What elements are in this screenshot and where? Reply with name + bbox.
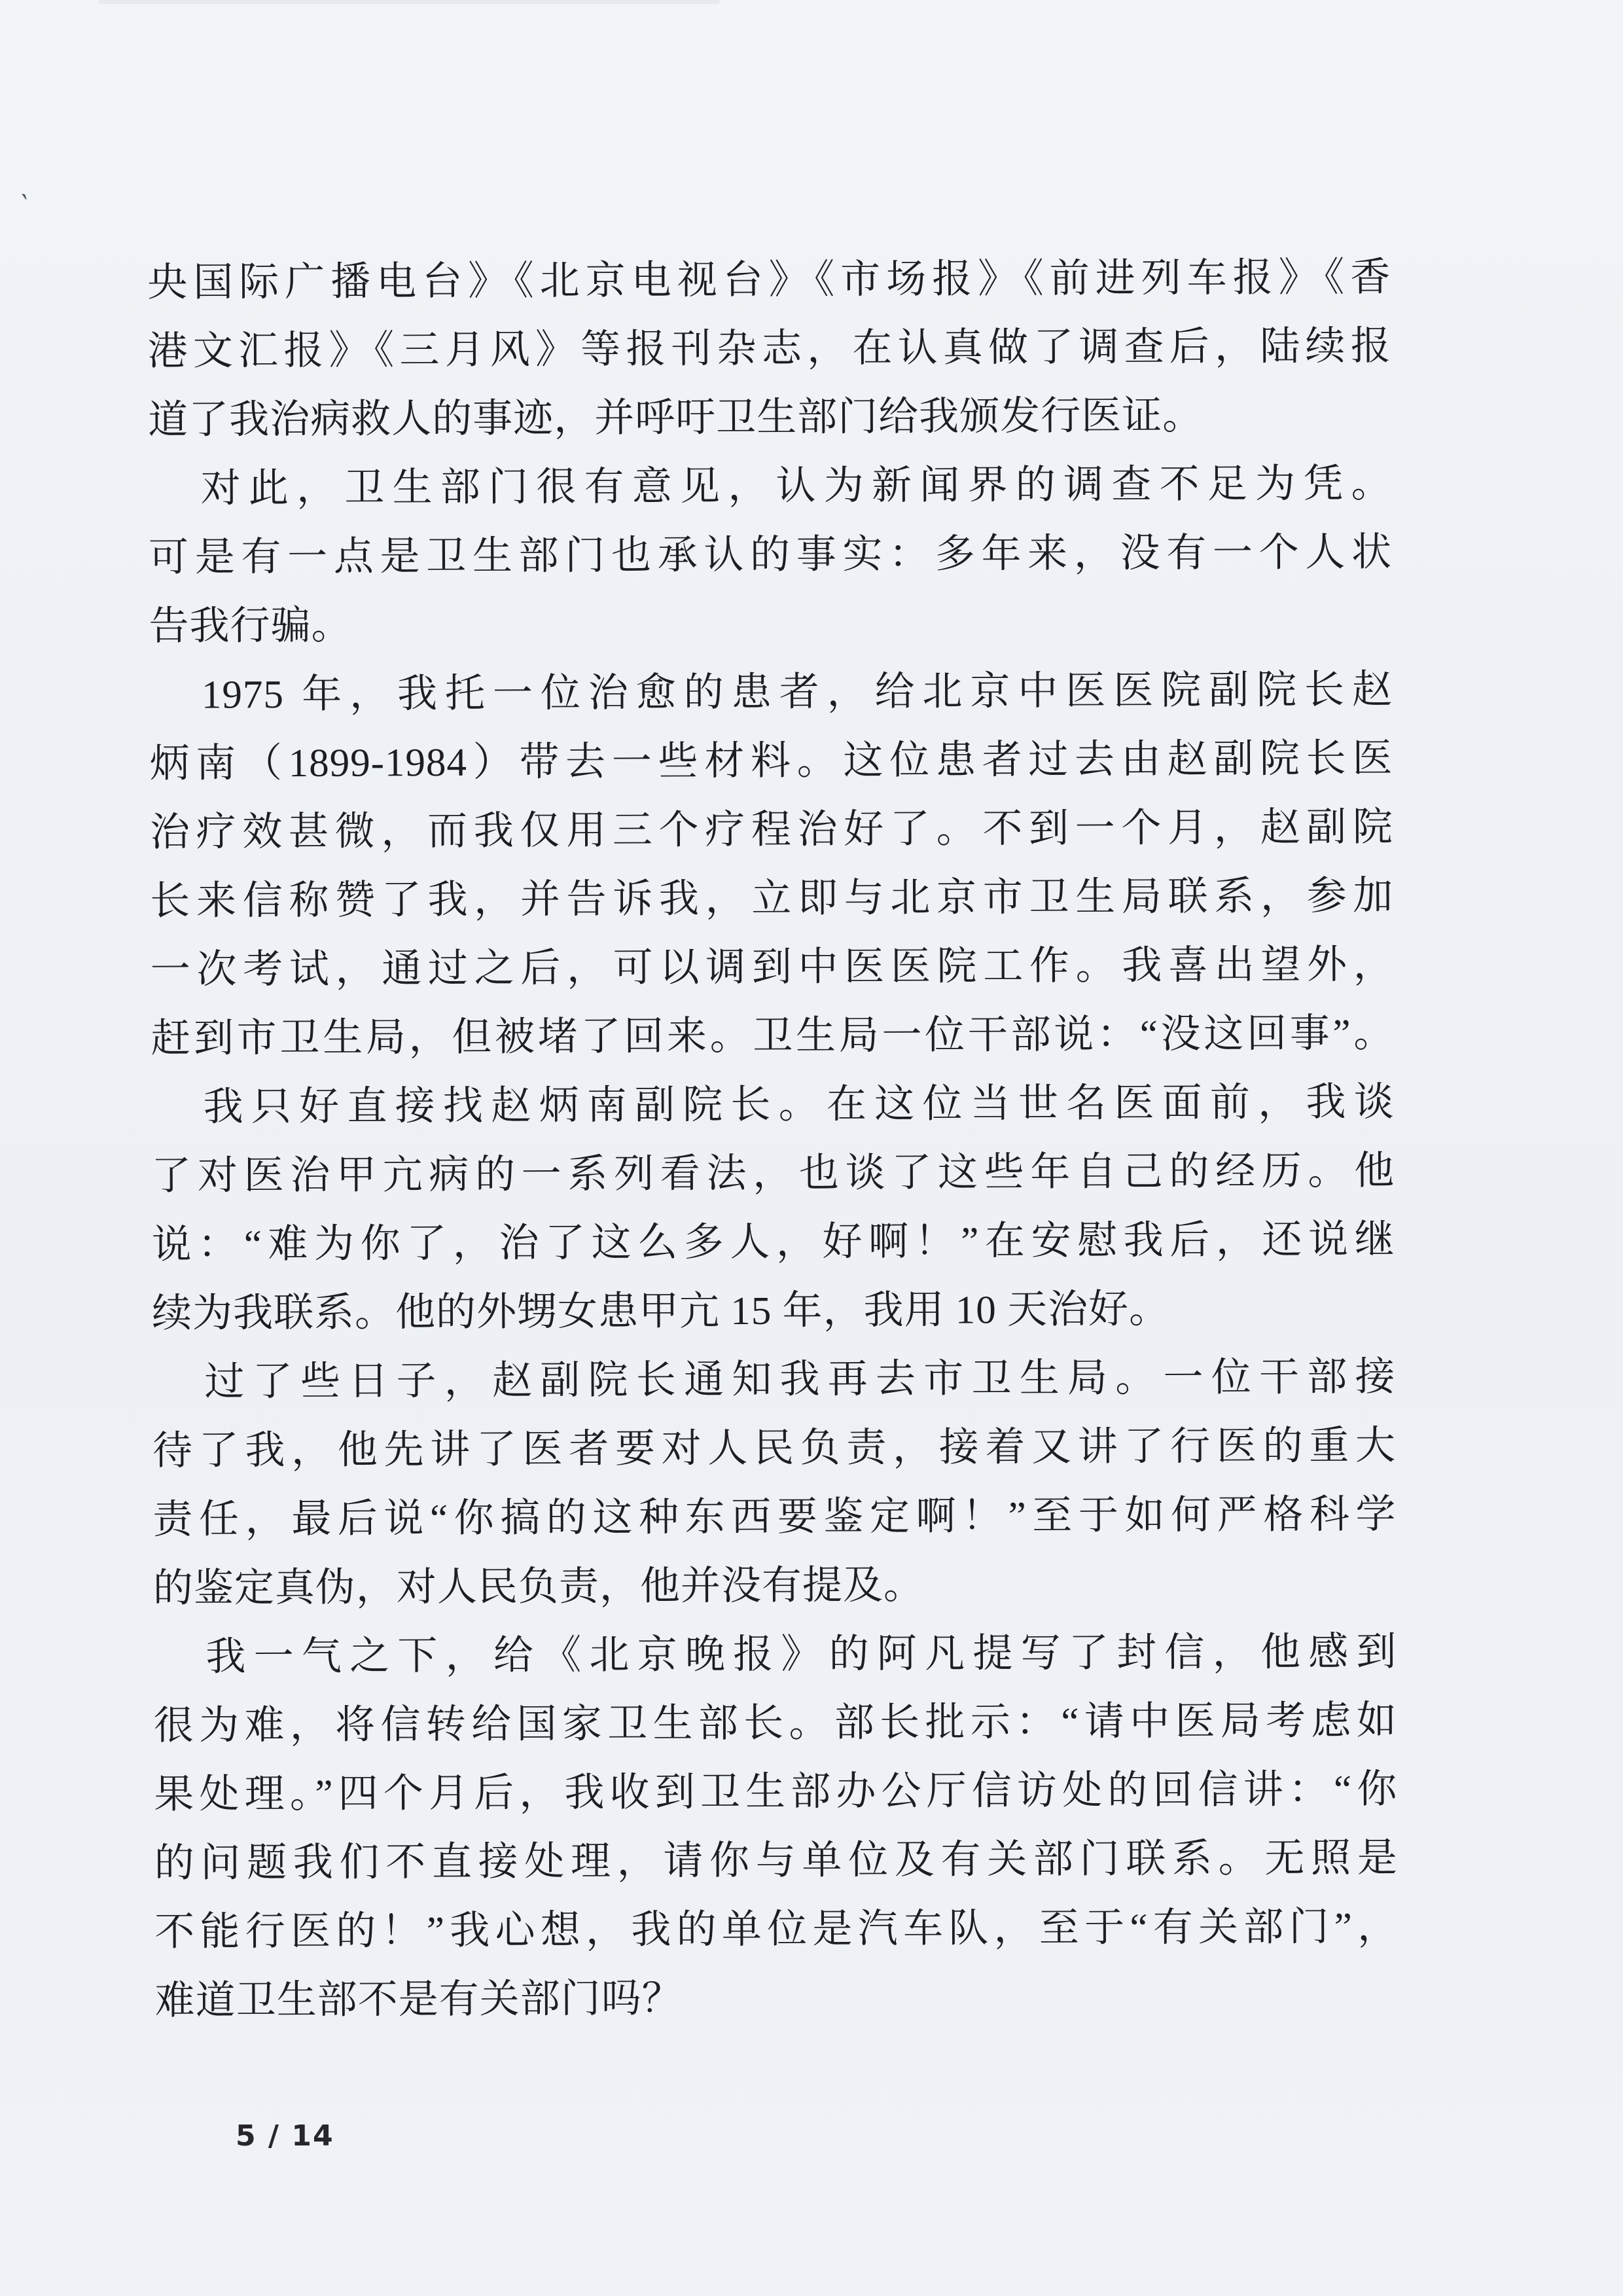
text-line: 我一气之下，给《北京晚报》的阿凡提写了封信，他感到 bbox=[205, 1630, 1397, 1679]
text-line: 了对医治甲亢病的一系列看法，也谈了这些年自己的经历。他 bbox=[151, 1149, 1395, 1198]
text-line: 续为我联系。他的外甥女患甲亢 15 年，我用 10 天治好。 bbox=[151, 1287, 1170, 1336]
text-line: 我只好直接找赵炳南副院长。在这位当世名医面前，我谈 bbox=[203, 1080, 1395, 1130]
text-line: 治疗效甚微，而我仅用三个疗程治好了。不到一个月，赵副院 bbox=[149, 805, 1394, 855]
text-line: 1975 年，我托一位治愈的患者，给北京中医医院副院长赵 bbox=[201, 668, 1393, 717]
text-line: 长来信称赞了我，并告诉我，立即与北京市卫生局联系，参加 bbox=[150, 874, 1394, 924]
text-line: 的鉴定真伪，对人民负责，他并没有提及。 bbox=[152, 1563, 925, 1611]
text-line: 难道卫生部不是有关部门吗？ bbox=[154, 1977, 683, 2023]
text-line: 待了我，他先讲了医者要对人民负责，接着又讲了行医的重大 bbox=[152, 1424, 1397, 1473]
text-line: 过了些日子，赵副院长通知我再去市卫生局。一位干部接 bbox=[204, 1355, 1396, 1405]
text-line: 炳南（1899-1984）带去一些材料。这位患者过去由赵副院长医 bbox=[149, 736, 1393, 786]
text-line: 一次考试，通过之后，可以调到中医医院工作。我喜出望外， bbox=[150, 942, 1394, 992]
text-line: 很为难，将信转给国家卫生部长。部长批示：“请中医局考虑如 bbox=[153, 1698, 1397, 1748]
text-line: 告我行骗。 bbox=[149, 603, 352, 649]
text-line: 说：“难为你了，治了这么多人，好啊！”在安慰我后，还说继 bbox=[151, 1217, 1395, 1267]
text-line: 港文汇报》《三月风》等报刊杂志，在认真做了调查后，陆续报 bbox=[147, 324, 1391, 374]
text-line: 果处理。”四个月后，我收到卫生部办公厅信访处的回信讲：“你 bbox=[154, 1767, 1398, 1817]
text-line: 赶到市卫生局，但被堵了回来。卫生局一位干部说：“没这回事”。 bbox=[151, 1011, 1395, 1061]
scan-streak bbox=[98, 0, 720, 4]
text-line: 央国际广播电台》《北京电视台》《市场报》《前进列车报》《香 bbox=[147, 255, 1391, 305]
text-line: 对此，卫生部门很有意见，认为新闻界的调查不足为凭。 bbox=[200, 461, 1392, 511]
scan-speck: ` bbox=[12, 188, 32, 222]
document-text bbox=[147, 243, 1399, 2036]
page-number: 5 / 14 bbox=[236, 2119, 334, 2153]
text-line: 道了我治病救人的事迹，并呼吁卫生部门给我颁发行医证。 bbox=[147, 393, 1204, 442]
text-line: 不能行医的！”我心想，我的单位是汽车队，至于“有关部门”， bbox=[154, 1905, 1399, 1954]
text-line: 责任，最后说“你搞的这种东西要鉴定啊！”至于如何严格科学 bbox=[152, 1492, 1397, 1542]
text-line: 可是有一点是卫生部门也承认的事实：多年来，没有一个人状 bbox=[148, 530, 1393, 580]
text-line: 的问题我们不直接处理，请你与单位及有关部门联系。无照是 bbox=[154, 1836, 1398, 1886]
